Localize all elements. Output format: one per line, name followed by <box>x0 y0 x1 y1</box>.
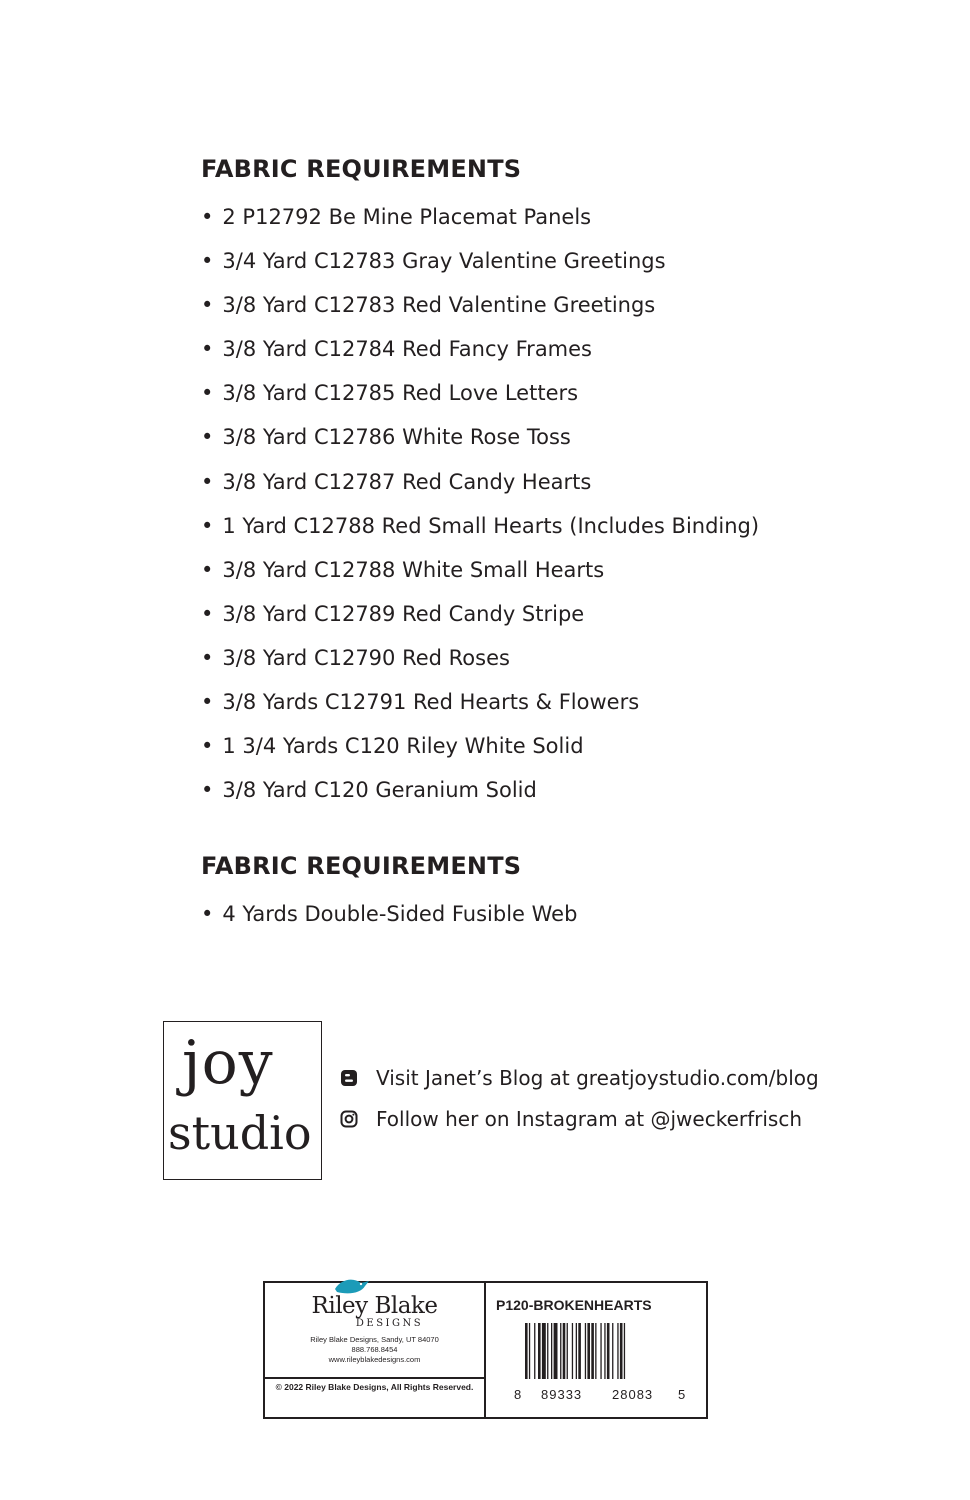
barcode-bar <box>572 1323 573 1379</box>
fabric-item: • 3/8 Yard C12786 White Rose Toss <box>201 422 759 466</box>
blogger-icon <box>340 1069 358 1087</box>
fabric-item: • 3/8 Yards C12791 Red Hearts & Flowers <box>201 687 759 731</box>
fabric-item: • 3/8 Yard C12784 Red Fancy Frames <box>201 334 759 378</box>
blog-text: Visit Janet’s Blog at greatjoystudio.com/blog <box>376 1066 819 1090</box>
product-sku: P120-BROKENHEARTS <box>496 1297 652 1313</box>
barcode-bar <box>560 1323 561 1379</box>
fabric-item: • 3/8 Yard C12787 Red Candy Hearts <box>201 467 759 511</box>
fabric-item: • 3/8 Yard C12785 Red Love Letters <box>201 378 759 422</box>
barcode-bar <box>620 1323 623 1379</box>
fabric-item: • 3/4 Yard C12783 Gray Valentine Greetings <box>201 246 759 290</box>
publisher-website: www.rileyblakedesigns.com <box>328 1355 421 1364</box>
barcode-bar <box>567 1323 568 1379</box>
logo-line-studio: studio <box>168 1106 312 1160</box>
copyright-notice: © 2022 Riley Blake Designs, All Rights Reserved. <box>275 1382 474 1392</box>
barcode-bar <box>525 1323 528 1379</box>
fabric-item: • 3/8 Yard C12789 Red Candy Stripe <box>201 599 759 643</box>
barcode-bar <box>604 1323 605 1379</box>
barcode-bar <box>624 1323 625 1379</box>
barcode-digit-last: 5 <box>678 1387 686 1402</box>
barcode-bar <box>542 1323 546 1379</box>
barcode-bar <box>576 1323 577 1379</box>
instagram-link[interactable] <box>340 1107 802 1131</box>
publisher-label <box>263 1281 708 1419</box>
barcode-digit-first: 8 <box>514 1387 522 1402</box>
fabric-item: • 1 3/4 Yards C120 Riley White Solid <box>201 731 759 775</box>
barcode-digits-right: 28083 <box>612 1387 654 1402</box>
barcode-bar <box>538 1323 541 1379</box>
publisher-info <box>265 1283 486 1417</box>
barcode-bar <box>563 1323 566 1379</box>
fabric-list <box>201 202 759 819</box>
supplies-list <box>201 899 577 943</box>
barcode-bar <box>551 1323 552 1379</box>
fabric-requirements-heading: FABRIC REQUIREMENTS <box>201 155 522 183</box>
barcode-bar <box>547 1323 548 1379</box>
fabric-item: • 1 Yard C12788 Red Small Hearts (Includes Binding) <box>201 511 759 555</box>
joy-studio-logo <box>163 1021 322 1180</box>
fabric-item: • 2 P12792 Be Mine Placemat Panels <box>201 202 759 246</box>
instagram-text: Follow her on Instagram at @jweckerfrisch <box>376 1107 803 1131</box>
barcode-digits-left: 89333 <box>541 1387 583 1402</box>
barcode <box>525 1323 675 1379</box>
fabric-item: • 3/8 Yard C12790 Red Roses <box>201 643 759 687</box>
brand-name: Riley Blake <box>311 1293 438 1319</box>
logo-line-joy: joy <box>182 1028 274 1098</box>
brand-block <box>265 1283 484 1379</box>
brand-sub: DESIGNS <box>355 1318 424 1329</box>
instagram-icon <box>340 1110 358 1128</box>
fabric-item: • 3/8 Yard C12788 White Small Hearts <box>201 555 759 599</box>
barcode-bar <box>607 1323 610 1379</box>
barcode-bar <box>585 1323 586 1379</box>
supply-item: • 4 Yards Double-Sided Fusible Web <box>201 899 577 943</box>
fabric-item: • 3/8 Yard C120 Geranium Solid <box>201 775 759 819</box>
barcode-bar <box>587 1323 590 1379</box>
publisher-phone: 888.768.8454 <box>351 1345 398 1354</box>
blog-link[interactable] <box>340 1066 819 1090</box>
barcode-bar <box>591 1323 594 1379</box>
publisher-address: Riley Blake Designs, Sandy, UT 84070 <box>310 1335 439 1344</box>
barcode-bar <box>578 1323 581 1379</box>
barcode-bar <box>529 1323 530 1379</box>
barcode-bar <box>554 1323 558 1379</box>
supplies-heading: FABRIC REQUIREMENTS <box>201 852 522 880</box>
fabric-item: • 3/8 Yard C12783 Red Valentine Greetings <box>201 290 759 334</box>
barcode-bar <box>595 1323 596 1379</box>
barcode-bar <box>617 1323 618 1379</box>
barcode-bar <box>600 1323 601 1379</box>
barcode-bar <box>534 1323 535 1379</box>
barcode-bar <box>612 1323 613 1379</box>
